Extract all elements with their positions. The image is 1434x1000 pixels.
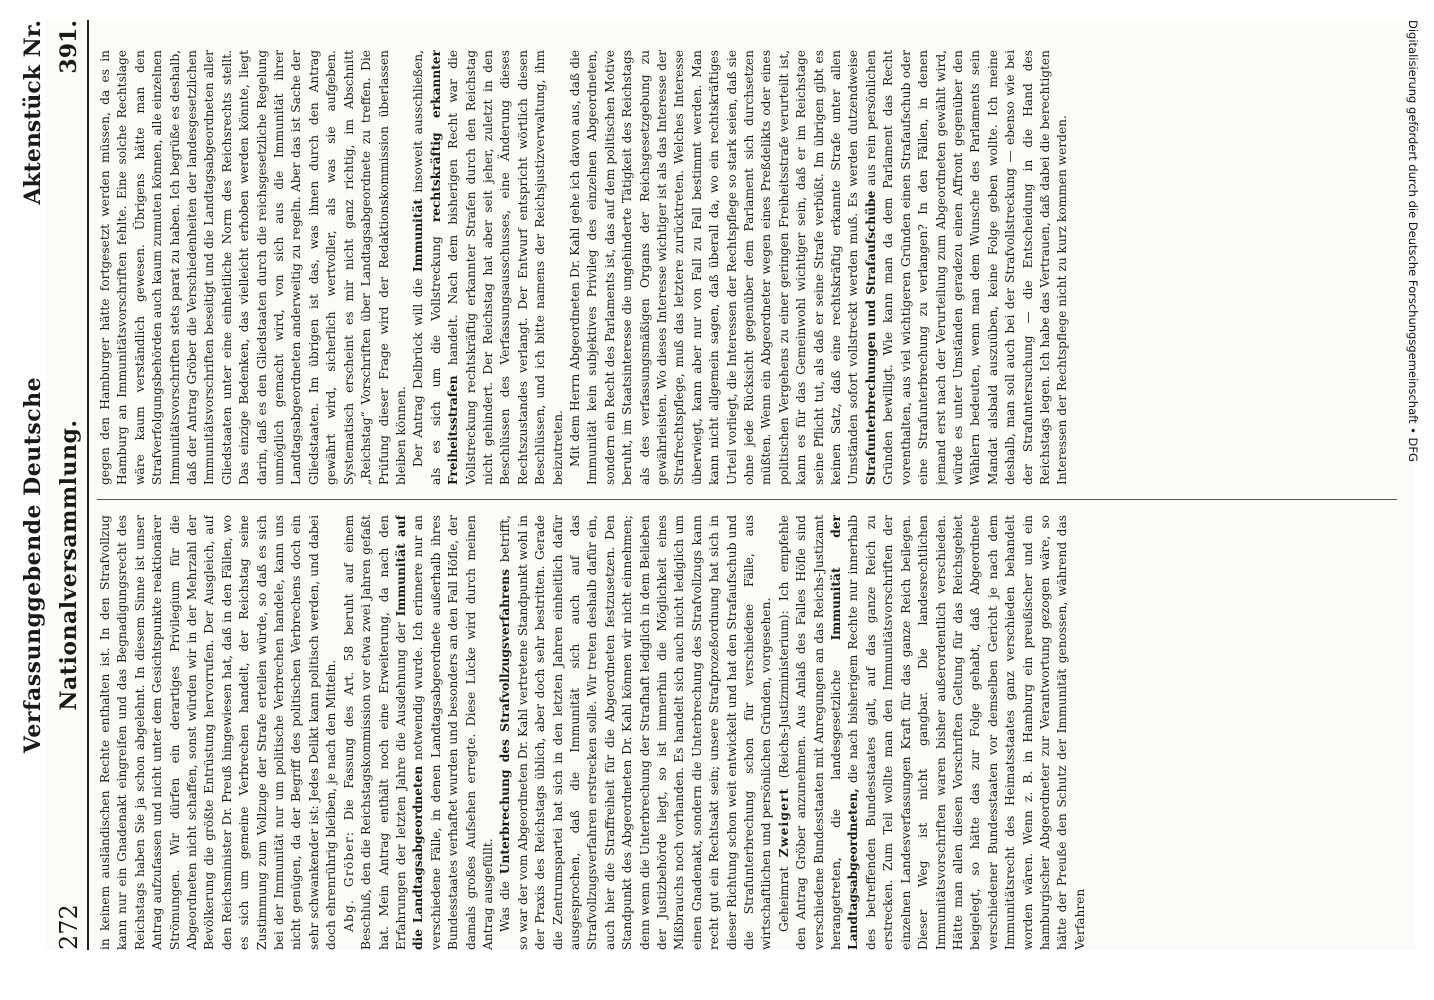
- column-divider: [97, 499, 1397, 500]
- paragraph: Geheimrat Zweigert (Reichs-Justizministerium): Ich empfehle den Antrag Gröber anzunehmen. Aus Anlaß des Falles Höfle sind verschiedene Bundesstaaten mit Anregungen an das Reichs-Justizamt herangetreten, die landesgesetzliche Immunität der Landtagsabgeordneten, die nach bisherigem Rechte nur innerhalb des betreffenden Bundesstaates galt, auf das ganze Reich zu erstrecken. Zum Teil wollte man den Immunitätsvorschriften der einzelnen Landesverfassungen Kraft für das ganze Reich beilegen. Dieser Weg ist nicht gangbar. Die landesrechtlichen Immunitätsvorschriften waren bisher außerordentlich verschieden. Hätte man allen diesen Vorschriften Geltung für das Reichsgebiet beigelegt, so hätte das zur Folge gehabt, daß Abgeordnete verschiedener Bundesstaaten vor demselben Gericht je nach dem Immunitätsrecht des Heimatsstaates ganz verschieden behandelt worden wären. Wenn z. B. in Hamburg ein preußischer und ein hamburgischer Abgeordneter zur Verantwortung gezogen wäre, so hätte der Preuße den Schutz der Immunität genossen, während das Verfahren: [776, 515, 1087, 950]
- text-column-left: [97, 515, 1407, 950]
- document-reference: Aktenstück Nr. 391.: [20, 20, 82, 205]
- paragraph: Abg. Gröber: Die Fassung des Art. 58 beruht auf einem Beschluß, den die Reichstagskommission vor etwa zwei Jahren gefaßt hat. Mein Antrag enthält noch eine Erweiterung, da nach den Erfahrungen der letzten Jahre die Ausdehnung der Immunität auf die Landtagsabgeordneten notwendig wurde. Ich erinnere nur an verschiedene Fälle, in denen Landtagsabgeordnete außerhalb ihres Bundesstaates verhaftet wurden und besonders an den Fall Höfle, der damals großes Aufsehen erregte. Diese Lücke wird durch meinen Antrag ausgefüllt.: [341, 515, 495, 950]
- paragraph: in keinem ausländischen Rechte enthalten ist. In den Strafvollzug kann nur ein Gnadenakt eingreifen und das Begnadigungsrecht des Reichstags haben Sie ja schon abgelehnt. In diesem Sinne ist unser Antrag aufzufassen und nicht unter dem Gesichtspunkte reaktionärer Strömungen. Wir dürfen ein derartiges Privilegium für die Abgeordneten nicht schaffen, sonst würden wir in der Mehrzahl der Bevölkerung die größte Entrüstung hervorrufen. Der Ausgleich, auf den Reichsminister Dr. Preuß hingewiesen hat, daß in den Fällen, wo es sich um gemeine Verbrechen handelt, der Reichstag seine Zustimmung zum Vollzuge der Strafe erteilen würde, so daß es sich bei der Immunität nur um politische Verbrechen handele, kann uns nicht genügen, da der Begriff des politischen Verbrechens doch ein sehr schwankender ist: Jedes Delikt kann politisch werden, und dabei doch ehrenrührig bleiben, je nach den Mitteln.: [98, 515, 339, 950]
- paragraph: Was die Unterbrechung des Strafvollzugsverfahrens betrifft, so war der vom Abgeordneten Dr. Kahl vertretene Standpunkt wohl in der Praxis des Reichstags üblich, aber doch sehr bestritten. Gerade die Zentrumspartei hat sich in den letzten Jahren einheitlich dafür ausgesprochen, daß die Immunität sich auch auf das Strafvollzugsverfahren erstrecken solle. Wir treten deshalb dafür ein, auch hier die Straffreiheit für die Abgeordneten festzusetzen. Den Standpunkt des Abgeordneten Dr. Kahl können wir nicht einnehmen; denn wenn die Unterbrechung der Strafhaft lediglich in dem Belieben der Justizbehörde liegt, so ist immerhin die Möglichkeit eines Mißbrauchs noch vorhanden. Es handelt sich auch nicht lediglich um einen Gnadenakt, sondern die Unterbrechung des Strafvollzugs kann recht gut ein Rechtsakt sein; unsere Strafprozeßordnung hat sich in dieser Richtung schon weit entwickelt und hat den Strafaufschub und die Strafunterbrechung schon für verschiedene Fälle, aus wirtschaftlichen und persönlichen Gründen, vorgesehen.: [498, 515, 774, 950]
- speaker-name: Abg. Gröber:: [341, 830, 356, 932]
- digitization-stamp: [1408, 8, 1432, 998]
- speaker-name: Zweigert: [776, 787, 791, 858]
- document-page: [20, 20, 1415, 950]
- funding-notice: Digitalisierung gefördert durch die Deutsche Forschungsgemeinschaft • DFG: [1406, 20, 1420, 462]
- paragraph: Der Antrag Delbrück will die Immunität insoweit ausschließen, als es sich um die Vollstreckung rechtskräftig erkannter Freiheitsstrafen handelt. Nach dem bisherigen Recht war die Vollstreckung rechtskräftig erkannter Strafen durch den Reichstag nicht gehindert. Der Reichstag hat aber seit jeher, zuletzt in den Beschlüssen des Verfassungsausschusses, eine Änderung dieses Rechtszustandes verlangt. Der Entwurf entspricht wörtlich diesen Beschlüssen, und ich bitte namens der Reichsjustizverwaltung, ihm beizutreten.: [411, 50, 565, 485]
- paragraph: gegen den Hamburger hätte fortgesetzt werden müssen, da es in Hamburg an Immunitätsvorschriften fehlte. Eine solche Rechtslage wäre kaum verständlich gewesen. Übrigens hätte man den Strafverfolgungsbehörden auch kaum zumuten können, alle einzelnen Immunitätsvorschriften stets parat zu haben. Ich begrüße es deshalb, daß der Antrag Gröber die Verschiedenheiten der landesgesetzlichen Immunitätsvorschriften beseitigt und die Landtagsabgeordneten aller Gliedstaaten unter eine einheitliche Norm des Reichsrechts stellt. Das einzige Bedenken, das vielleicht erhoben werden könnte, liegt darin, daß es den Gliedstaaten durch die reichsgesetzliche Regelung unmöglich gemacht wird, von sich aus die Immunität ihrer Landtagsabgeordneten anderweitig zu regeln. Aber das ist Sache der Gliedstaaten. Im übrigen ist das, was ihnen durch den Antrag gewährt wird, sicherlich wertvoller, als was sie aufgeben. Systematisch erscheint es mir nicht ganz richtig, im Abschnitt „Reichstag“ Vorschriften über Landtagsabgeordnete zu treffen. Die Prüfung dieser Frage wird der Redaktionskommission überlassen bleiben können.: [98, 50, 408, 485]
- paragraph: Mit dem Herrn Abgeordneten Dr. Kahl gehe ich davon aus, daß die Immunität kein subjektives Privileg des einzelnen Abgeordneten, sondern ein Recht des Parlaments ist, das auf dem politischen Motive beruht, im Staatsinteresse die ungehinderte Tätigkeit des Reichstags als des verfassungsmäßigen Organs der Reichsgesetzgebung zu gewährleisten. Wo dieses Interesse wichtiger ist als das Interesse der Strafrechtspflege, muß das letztere zurücktreten. Welches Interesse überwiegt, kann aber nur von Fall zu Fall bestimmt werden. Man kann nicht allgemein sagen, daß überall da, wo ein rechtskräftiges Urteil vorliegt, die Interessen der Rechtspflege so stark seien, daß sie ohne jede Rücksicht gegenüber dem Parlament sich durchsetzen müßten. Wenn ein Abgeordneter wegen eines Preßdelikts oder eines politischen Vergehens zu einer geringen Freiheitsstrafe verurteilt ist, kann es für das Gemeinwohl wichtiger sein, daß er im Reichstage seine Pflicht tut, als daß er seine Strafe verbüßt. Im übrigen gibt es keinen Satz, daß eine rechtskräftig erkannte Strafe unter allen Umständen sofort vollstreckt werden muß. Es werden dutzendweise Strafunterbrechungen und Strafaufschübe aus rein persönlichen Gründen bewilligt. Wie kann man da dem Parlament das Recht vorenthalten, aus viel wichtigeren Gründen einen Strafaufschub oder eine Strafunterbrechung zu verlangen? In den Fällen, in denen jemand erst nach der Verurteilung zum Abgeordneten gewählt wird, würde es unter Umständen geradezu einen Affront gegenüber den Wählern bedeuten, wenn man dem Wunsche des Parlaments sein Mandat alsbald auszuüben, keine Folge geben wollte. Ich meine deshalb, man soll auch bei der Strafvollstreckung — ebenso wie bei der Strafuntersuchung — die Entscheidung in die Hand des Reichstags legen. Ich habe das Vertrauen, daß dabei die berechtigten Interessen der Rechtspflege nicht zu kurz kommen werden.: [567, 50, 1070, 485]
- page-title: Verfassunggebende Deutsche Nationalversammlung.: [20, 376, 82, 754]
- text-column-right: [97, 50, 1407, 485]
- page-header: [20, 20, 89, 950]
- page-number: 272: [55, 904, 83, 950]
